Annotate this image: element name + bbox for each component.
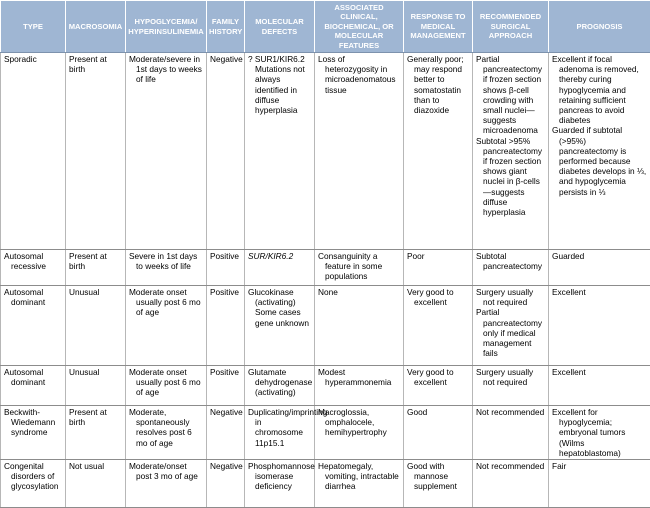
cell-text: Glucokinase (activating) Some cases gene unknown (248, 287, 311, 328)
cell-associated-features (315, 460, 404, 508)
cell-text: Moderate, spontaneously resolves post 6 mo of age (129, 407, 203, 448)
cell-type (1, 406, 66, 460)
cell-text: Modest hyperammonemia (318, 367, 400, 387)
cell-surgical-approach (473, 53, 549, 250)
cell-prognosis: Excellent (549, 366, 650, 406)
cell-surgical-approach (473, 250, 549, 286)
cell-paragraph: Guarded if subtotal (>95%) pancreatectomy is performed because diabetes develops in ⅓, and hypoglycemia persists in ⅓ (552, 125, 647, 196)
cell-hypoglycemia (126, 250, 207, 286)
cell-surgical-approach (473, 286, 549, 366)
cell-text: Hepatomegaly, vomiting, intractable diarrhea (318, 461, 400, 492)
cell-macrosomia: Present at birth (66, 406, 126, 460)
cell-prognosis (549, 406, 650, 460)
cell-text: Moderate onset usually post 6 mo of age (129, 287, 203, 318)
cell-text: Very good to excellent (407, 287, 469, 307)
cell-macrosomia: Unusual (66, 366, 126, 406)
cell-response: Poor (404, 250, 473, 286)
cell-associated-features (315, 366, 404, 406)
cell-text: Moderate/severe in 1st days to weeks of life (129, 54, 203, 85)
cell-hypoglycemia (126, 460, 207, 508)
cell-macrosomia: Not usual (66, 460, 126, 508)
cell-type: Sporadic (1, 53, 66, 250)
cell-hypoglycemia (126, 366, 207, 406)
header-macrosomia: MACROSOMIA (66, 1, 126, 53)
cell-text: Severe in 1st days to weeks of life (129, 251, 203, 271)
cell-surgical-approach (473, 366, 549, 406)
cell-hypoglycemia (126, 406, 207, 460)
cell-text: Autosomal dominant (4, 287, 62, 307)
cell-type (1, 366, 66, 406)
cell-text: ? SUR1/KIR6.2 Mutations not always identified in diffuse hyperplasia (248, 54, 311, 115)
cell-molecular-defects (245, 406, 315, 460)
cell-surgical-approach: Not recommended (473, 460, 549, 508)
cell-family-history: Positive (207, 250, 245, 286)
cell-type (1, 286, 66, 366)
cell-associated-features (315, 406, 404, 460)
cell-text: Loss of heterozygosity in microadenomatous tissue (318, 54, 400, 95)
cell-paragraph: Partial pancreatectomy only if medical management fails (476, 307, 545, 358)
cell-hypoglycemia (126, 286, 207, 366)
table-row (1, 250, 650, 286)
cell-associated-features (315, 53, 404, 250)
cell-molecular-defects (245, 460, 315, 508)
table-row (1, 286, 650, 366)
cell-associated-features (315, 250, 404, 286)
cell-text: Moderate/onset post 3 mo of age (129, 461, 203, 481)
cell-family-history: Negative (207, 406, 245, 460)
header-molecular-defects: MOLECULAR DEFECTS (245, 1, 315, 53)
cell-text: Macroglossia, omphalocele, hemihypertrophy (318, 407, 400, 438)
cell-molecular-defects (245, 53, 315, 250)
cell-paragraph: Surgery usually not required (476, 367, 545, 387)
header-row (1, 1, 650, 53)
cell-text: Moderate onset usually post 6 mo of age (129, 367, 203, 398)
cell-response: Good (404, 406, 473, 460)
cell-prognosis: Excellent (549, 286, 650, 366)
cell-text: Consanguinity a feature in some populations (318, 251, 400, 282)
cell-prognosis (549, 53, 650, 250)
cell-prognosis: Fair (549, 460, 650, 508)
cell-molecular-defects: SUR/KIR6.2 (245, 250, 315, 286)
cell-macrosomia: Present at birth (66, 250, 126, 286)
cell-associated-features: None (315, 286, 404, 366)
cell-response (404, 286, 473, 366)
cell-response (404, 366, 473, 406)
cell-prognosis (549, 250, 650, 286)
cell-text: Good with mannose supplement (407, 461, 469, 492)
cell-text: Autosomal dominant (4, 367, 62, 387)
cell-text: Beckwith-Wiedemann syndrome (4, 407, 62, 438)
table-row (1, 460, 650, 508)
cell-molecular-defects (245, 286, 315, 366)
cell-text: Congenital disorders of glycosylation (4, 461, 62, 492)
cell-paragraph: Subtotal >95% pancreatectomy if frozen section shows giant nuclei in β-cells—suggests diffuse hyperplasia (476, 136, 545, 218)
cell-paragraph: Subtotal pancreatectomy (476, 251, 545, 271)
header-family-history: FAMILY HISTORY (207, 1, 245, 53)
cell-text: Autosomal recessive (4, 251, 62, 271)
cell-text: Generally poor; may respond better to somatostatin than to diazoxide (407, 54, 469, 115)
cell-macrosomia: Present at birth (66, 53, 126, 250)
cell-surgical-approach: Not recommended (473, 406, 549, 460)
table-row (1, 53, 650, 250)
header-surgical-approach: RECOMMENDED SURGICAL APPROACH (473, 1, 549, 53)
cell-family-history: Positive (207, 366, 245, 406)
cell-text: Duplicating/imprinting in chromosome 11p15.1 (248, 407, 311, 448)
cell-family-history: Negative (207, 460, 245, 508)
cell-family-history: Positive (207, 286, 245, 366)
cell-response (404, 53, 473, 250)
header-associated-features: ASSOCIATED CLINICAL, BIOCHEMICAL, OR MOLECULAR FEATURES (315, 1, 404, 53)
cell-family-history: Negative (207, 53, 245, 250)
cell-paragraph: Excellent if focal adenoma is removed, thereby curing hypoglycemia and retaining sufficient pancreas to avoid diabetes (552, 54, 647, 125)
header-hypoglycemia: HYPOGLYCEMIA/ HYPERINSULINEMIA (126, 1, 207, 53)
table-row (1, 366, 650, 406)
cell-text: Glutamate dehydrogenase (activating) (248, 367, 311, 398)
header-response: RESPONSE TO MEDICAL MANAGEMENT (404, 1, 473, 53)
cell-macrosomia: Unusual (66, 286, 126, 366)
cell-type (1, 250, 66, 286)
header-type: TYPE (1, 1, 66, 53)
cell-response (404, 460, 473, 508)
cell-hypoglycemia (126, 53, 207, 250)
cell-paragraph: Partial pancreatectomy if frozen section shows β-cell crowding with small nuclei—suggests microadenoma (476, 54, 545, 136)
cell-type (1, 460, 66, 508)
cell-text: Very good to excellent (407, 367, 469, 387)
table-row (1, 406, 650, 460)
cell-molecular-defects (245, 366, 315, 406)
cell-paragraph: Surgery usually not required (476, 287, 545, 307)
header-prognosis: PROGNOSIS (549, 1, 650, 53)
cell-paragraph: Excellent for hypoglycemia; embryonal tumors (Wilms hepatoblastoma) (552, 407, 647, 458)
cell-paragraph: Guarded (552, 251, 647, 261)
cell-text: Phosphomannose isomerase deficiency (248, 461, 311, 492)
